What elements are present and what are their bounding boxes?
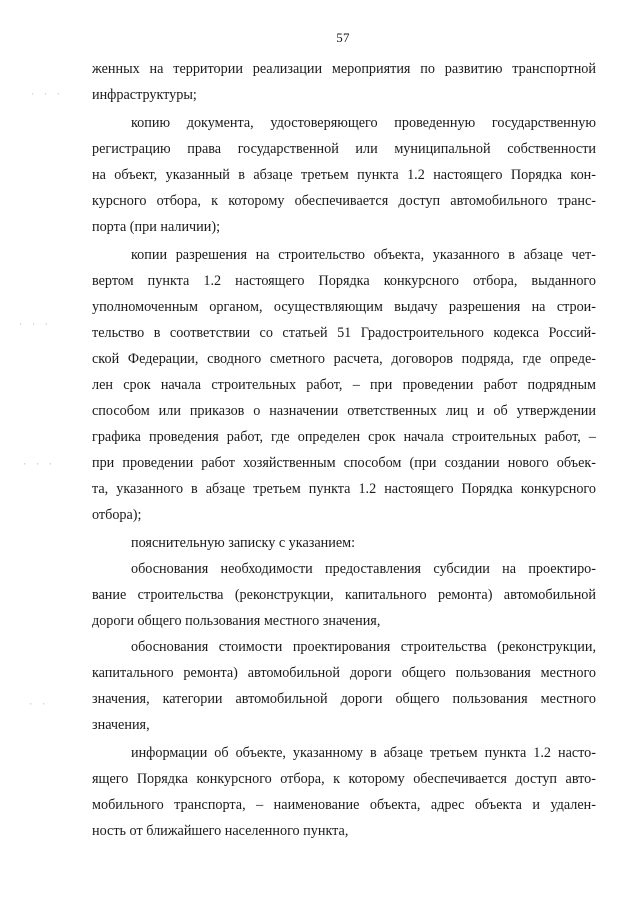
text-line: регистрацию права государственной или муниципальной собственности xyxy=(92,141,596,157)
text-line: та, указанного в абзаце третьем пункта 1.2 настоящего Порядка конкурсного xyxy=(92,481,596,497)
text-line: значения, xyxy=(92,717,150,733)
text-line: порта (при наличии); xyxy=(92,219,221,235)
text-line: на объект, указанный в абзаце третьем пункта 1.2 настоящего Порядка кон- xyxy=(92,167,596,183)
page-number: 57 xyxy=(336,30,350,45)
paragraph-first-line: копии разрешения на строительство объекта, указанного в абзаце чет- xyxy=(131,247,596,263)
text-line: тельство в соответствии со статьей 51 Градостроительного кодекса Россий- xyxy=(92,325,596,341)
text-line: уполномоченным органом, осуществляющим выдачу разрешения на строи- xyxy=(92,299,596,315)
text-line: при проведении работ хозяйственным способом (при создании нового объек- xyxy=(92,455,596,471)
text-line: вертом пункта 1.2 настоящего Порядка конкурсного отбора, выданного xyxy=(92,273,596,289)
text-line: ской Федерации, сводного сметного расчета, договоров подряда, где опреде- xyxy=(92,351,596,367)
text-line: ящего Порядка конкурсного отбора, к которому обеспечивается доступ авто- xyxy=(92,771,596,787)
text-line: дороги общего пользования местного значения, xyxy=(92,613,381,629)
text-line: графика проведения работ, где определен срок начала строительных работ, – xyxy=(92,429,596,445)
paragraph-first-line: обоснования стоимости проектирования строительства (реконструкции, xyxy=(131,639,596,655)
text-line: капитального ремонта) автомобильной дороги общего пользования местного xyxy=(92,665,596,681)
scan-noise: · · xyxy=(28,700,48,710)
paragraph-first-line: обоснования необходимости предоставления субсидии на проектиро- xyxy=(131,561,596,577)
scan-noise: · · · xyxy=(30,90,63,100)
paragraph-first-line: копию документа, удостоверяющего проведенную государственную xyxy=(131,115,596,131)
text-line: значения, категории автомобильной дороги общего пользования местного xyxy=(92,691,596,707)
paragraph-first-line: пояснительную записку с указанием: xyxy=(131,535,356,551)
text-line: вание строительства (реконструкции, капитального ремонта) автомобильной xyxy=(92,587,596,603)
text-line: отбора); xyxy=(92,507,142,523)
text-line: женных на территории реализации мероприятия по развитию транспортной xyxy=(92,61,596,77)
text-line: ность от ближайшего населенного пункта, xyxy=(92,823,349,839)
text-line: курсного отбора, к которому обеспечивается доступ автомобильного транс- xyxy=(92,193,596,209)
text-line: инфраструктуры; xyxy=(92,87,197,103)
text-line: лен срок начала строительных работ, – при проведении работ подрядным xyxy=(92,377,596,393)
text-line: способом или приказов о назначении ответственных лиц и об утверждении xyxy=(92,403,596,419)
paragraph-first-line: информации об объекте, указанному в абзаце третьем пункта 1.2 насто- xyxy=(131,745,596,761)
scan-noise: · · · xyxy=(18,320,51,330)
text-line: мобильного транспорта, – наименование объекта, адрес объекта и удален- xyxy=(92,797,596,813)
scan-noise: · · · xyxy=(22,460,55,470)
